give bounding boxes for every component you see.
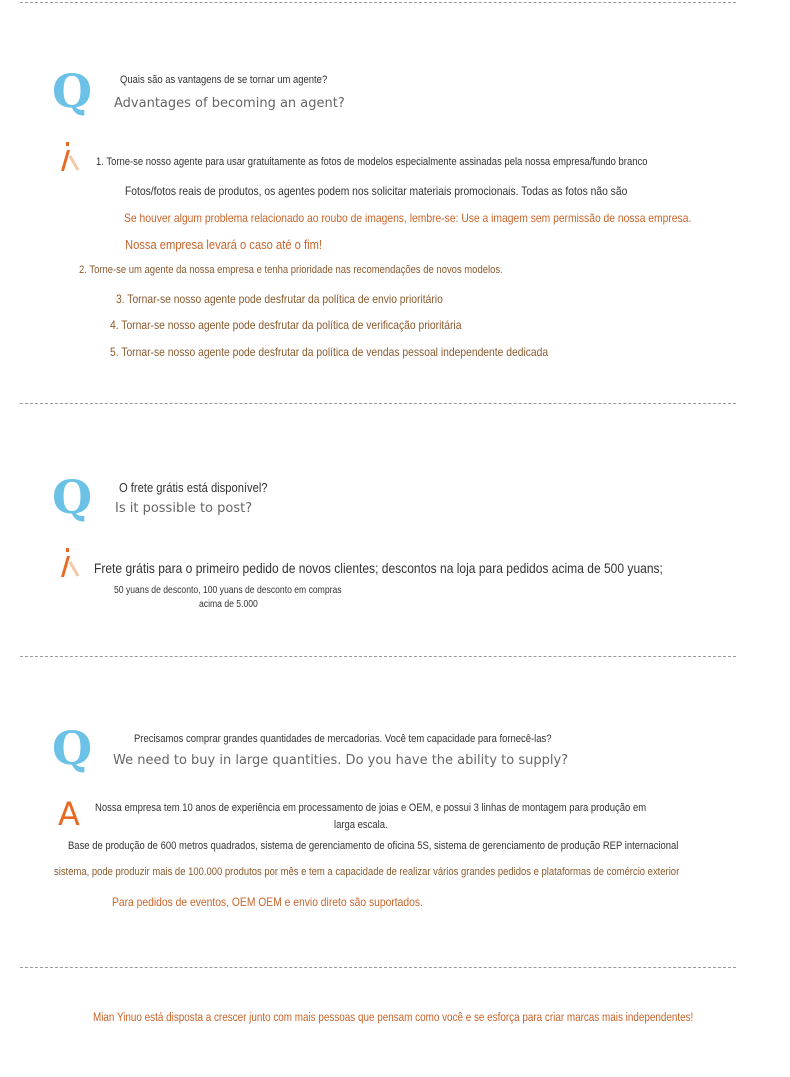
question-pt: Precisamos comprar grandes quantidades de mercadorias. Você tem capacidade para fornecê-las? [134,733,552,745]
answer-line-1: 1. Torne-se nosso agente para usar gratuitamente as fotos de modelos especialmente assinadas pela nossa empresa/fundo branco [96,156,648,168]
section-divider [20,403,736,404]
answer-line-1: Nossa empresa tem 10 anos de experiência em processamento de joias e OEM, e possui 3 linhas de montagem para produção em [95,802,647,814]
question-en: We need to buy in large quantities. Do you have the ability to supply? [113,753,569,768]
answer-line-2: 50 yuans de desconto, 100 yuans de desconto em compras [114,585,342,596]
a-icon [58,142,80,172]
answer-line-7: 4. Tornar-se nosso agente pode desfrutar da política de verificação prioritária [110,318,462,332]
answer-line-2: larga escala. [334,819,388,831]
q-icon: Q [52,721,93,775]
question-pt: Quais são as vantagens de se tornar um agente? [120,74,328,86]
a-icon: A [58,795,80,833]
answer-line-4: sistema, pode produzir mais de 100.000 produtos por mês e tem a capacidade de realizar vários grandes pedidos e plataformas de comércio exterior [54,866,680,878]
answer-line-4: Nossa empresa levará o caso até o fim! [125,237,322,252]
answer-line-3: acima de 5.000 [199,599,258,610]
answer-line-5: 2. Torne-se um agente da nossa empresa e tenha prioridade nas recomendações de novos modelos. [79,264,503,276]
question-pt: O frete grátis está disponível? [119,480,268,495]
section-divider [20,967,736,968]
answer-line-5: Para pedidos de eventos, OEM OEM e envio direto são suportados. [112,895,423,909]
answer-line-6: 3. Tornar-se nosso agente pode desfrutar da política de envio prioritário [116,292,443,306]
a-icon [58,548,80,578]
answer-line-2: Fotos/fotos reais de produtos, os agentes podem nos solicitar materiais promocionais. Todas as fotos não são [125,184,628,198]
q-icon: Q [52,470,93,524]
section-divider [20,656,736,657]
footer-slogan: Mian Yinuo está disposta a crescer junto com mais pessoas que pensam como você e se esforça para criar marcas mais independentes! [93,1012,694,1024]
answer-line-1: Frete grátis para o primeiro pedido de novos clientes; descontos na loja para pedidos acima de 500 yuans; [94,560,663,576]
question-en: Is it possible to post? [115,501,253,516]
answer-line-8: 5. Tornar-se nosso agente pode desfrutar da política de vendas pessoal independente dedicada [110,345,549,359]
answer-line-3: Se houver algum problema relacionado ao roubo de imagens, lembre-se: Use a imagem sem permissão de nossa empresa. [124,211,692,225]
question-en: Advantages of becoming an agent? [114,96,345,111]
section-divider [20,2,736,3]
q-icon: Q [52,64,93,118]
answer-line-3: Base de produção de 600 metros quadrados, sistema de gerenciamento de oficina 5S, sistema de gerenciamento de produção REP internacional [68,840,679,852]
